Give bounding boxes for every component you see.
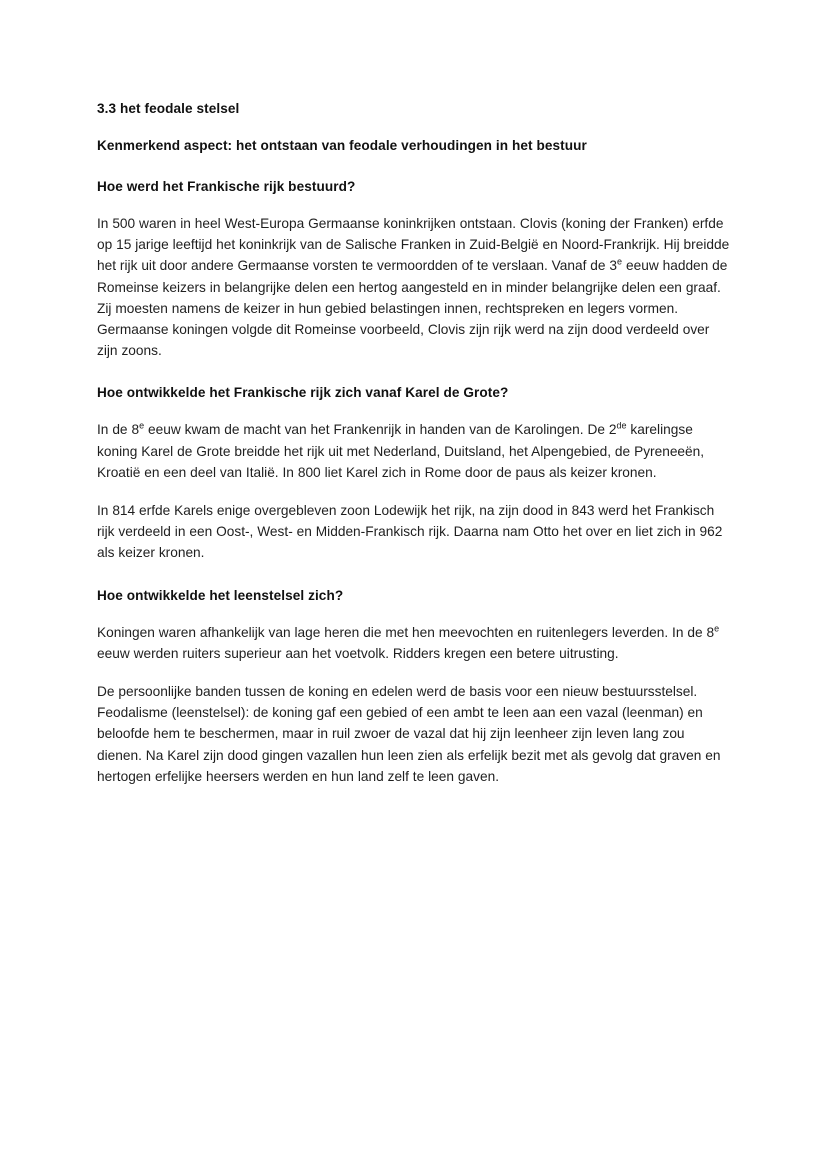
- text-run: Koningen waren afhankelijk van lage heren die met hen meevochten en ruitenlegers leverden. In de 8: [97, 624, 715, 640]
- paragraph-ruiters-ridders: [97, 622, 733, 664]
- paragraph-verdeling-frankisch-rijk: [97, 500, 733, 564]
- text-run: De persoonlijke banden tussen de koning en edelen werd de basis voor een nieuw bestuursstelsel. Feodalisme (leenstelsel): de koning gaf een gebied of een ambt te leen aan een vazal (leenman) en beloofde hem te beschermen, maar in ruil zwoer de vazal dat hij zijn leenheer zijn leven lang zou dienen. Na Karel zijn dood gingen vazallen hun leen zien als erfelijk bezit met als gevolg dat graven en hertogen erfelijke heersers werden en hun land zelf te leen gaven.: [97, 684, 721, 784]
- ordinal-suffix-superscript: e: [714, 623, 720, 634]
- section-title: 3.3 het feodale stelsel: [97, 101, 240, 116]
- ordinal-suffix-superscript: de: [616, 420, 627, 431]
- document-content: [97, 99, 733, 787]
- text-run: In 814 erfde Karels enige overgebleven zoon Lodewijk het rijk, na zijn dood in 843 werd het Frankisch rijk verdeeld in een Oost-, West- en Midden-Frankisch rijk. Daarna nam Otto het over en liet zich in 962 als keizer kronen.: [97, 503, 723, 561]
- ordinal-suffix-superscript: e: [617, 256, 623, 267]
- paragraph-frankische-rijk-bestuur: [97, 213, 733, 361]
- heading-frankische-rijk-karel-de-grote: Hoe ontwikkelde het Frankische rijk zich vanaf Karel de Grote?: [97, 385, 509, 401]
- text-run: eeuw kwam de macht van het Frankenrijk in handen van de Karolingen. De 2: [144, 422, 617, 438]
- heading-frankische-rijk-bestuurd: Hoe werd het Frankische rijk bestuurd?: [97, 179, 356, 194]
- text-run: In 500 waren in heel West-Europa Germaanse koninkrijken ontstaan. Clovis (koning der Franken) erfde op 15 jarige leeftijd het koninkrijk van de Salische Franken in Zuid-België en Noord-Frankrijk. Hij breidde het rijk uit door andere Germaanse vorsten te vermoordden of te verslaan. Vanaf de 3: [97, 216, 730, 274]
- text-run: In de 8: [97, 422, 140, 438]
- text-run: karelingse koning Karel de Grote breidde het rijk uit met Nederland, Duitsland, het Alpengebied, de Pyreneeën, Kroatië en een deel van Italië. In 800 liet Karel zich in Rome door de paus als keizer kronen.: [97, 422, 705, 480]
- characteristic-aspect-heading: Kenmerkend aspect: het ontstaan van feodale verhoudingen in het bestuur: [97, 138, 587, 153]
- ordinal-suffix-superscript: e: [139, 420, 145, 431]
- text-run: eeuw hadden de Romeinse keizers in belangrijke delen een hertog aangesteld en in minder belangrijke delen een graaf. Zij moesten namens de keizer in hun gebied belastingen innen, rechtspreken en legers vormen. Germaanse koningen volgde dit Romeinse voorbeeld, Clovis zijn rijk werd na zijn dood verdeeld over zijn zoons.: [97, 258, 728, 359]
- text-run: eeuw werden ruiters superieur aan het voetvolk. Ridders kregen een betere uitrusting.: [97, 645, 619, 661]
- heading-leenstelsel: Hoe ontwikkelde het leenstelsel zich?: [97, 587, 344, 603]
- document-blocks: [97, 177, 733, 787]
- paragraph-karolingen: [97, 419, 733, 483]
- paragraph-feodalisme: [97, 681, 733, 787]
